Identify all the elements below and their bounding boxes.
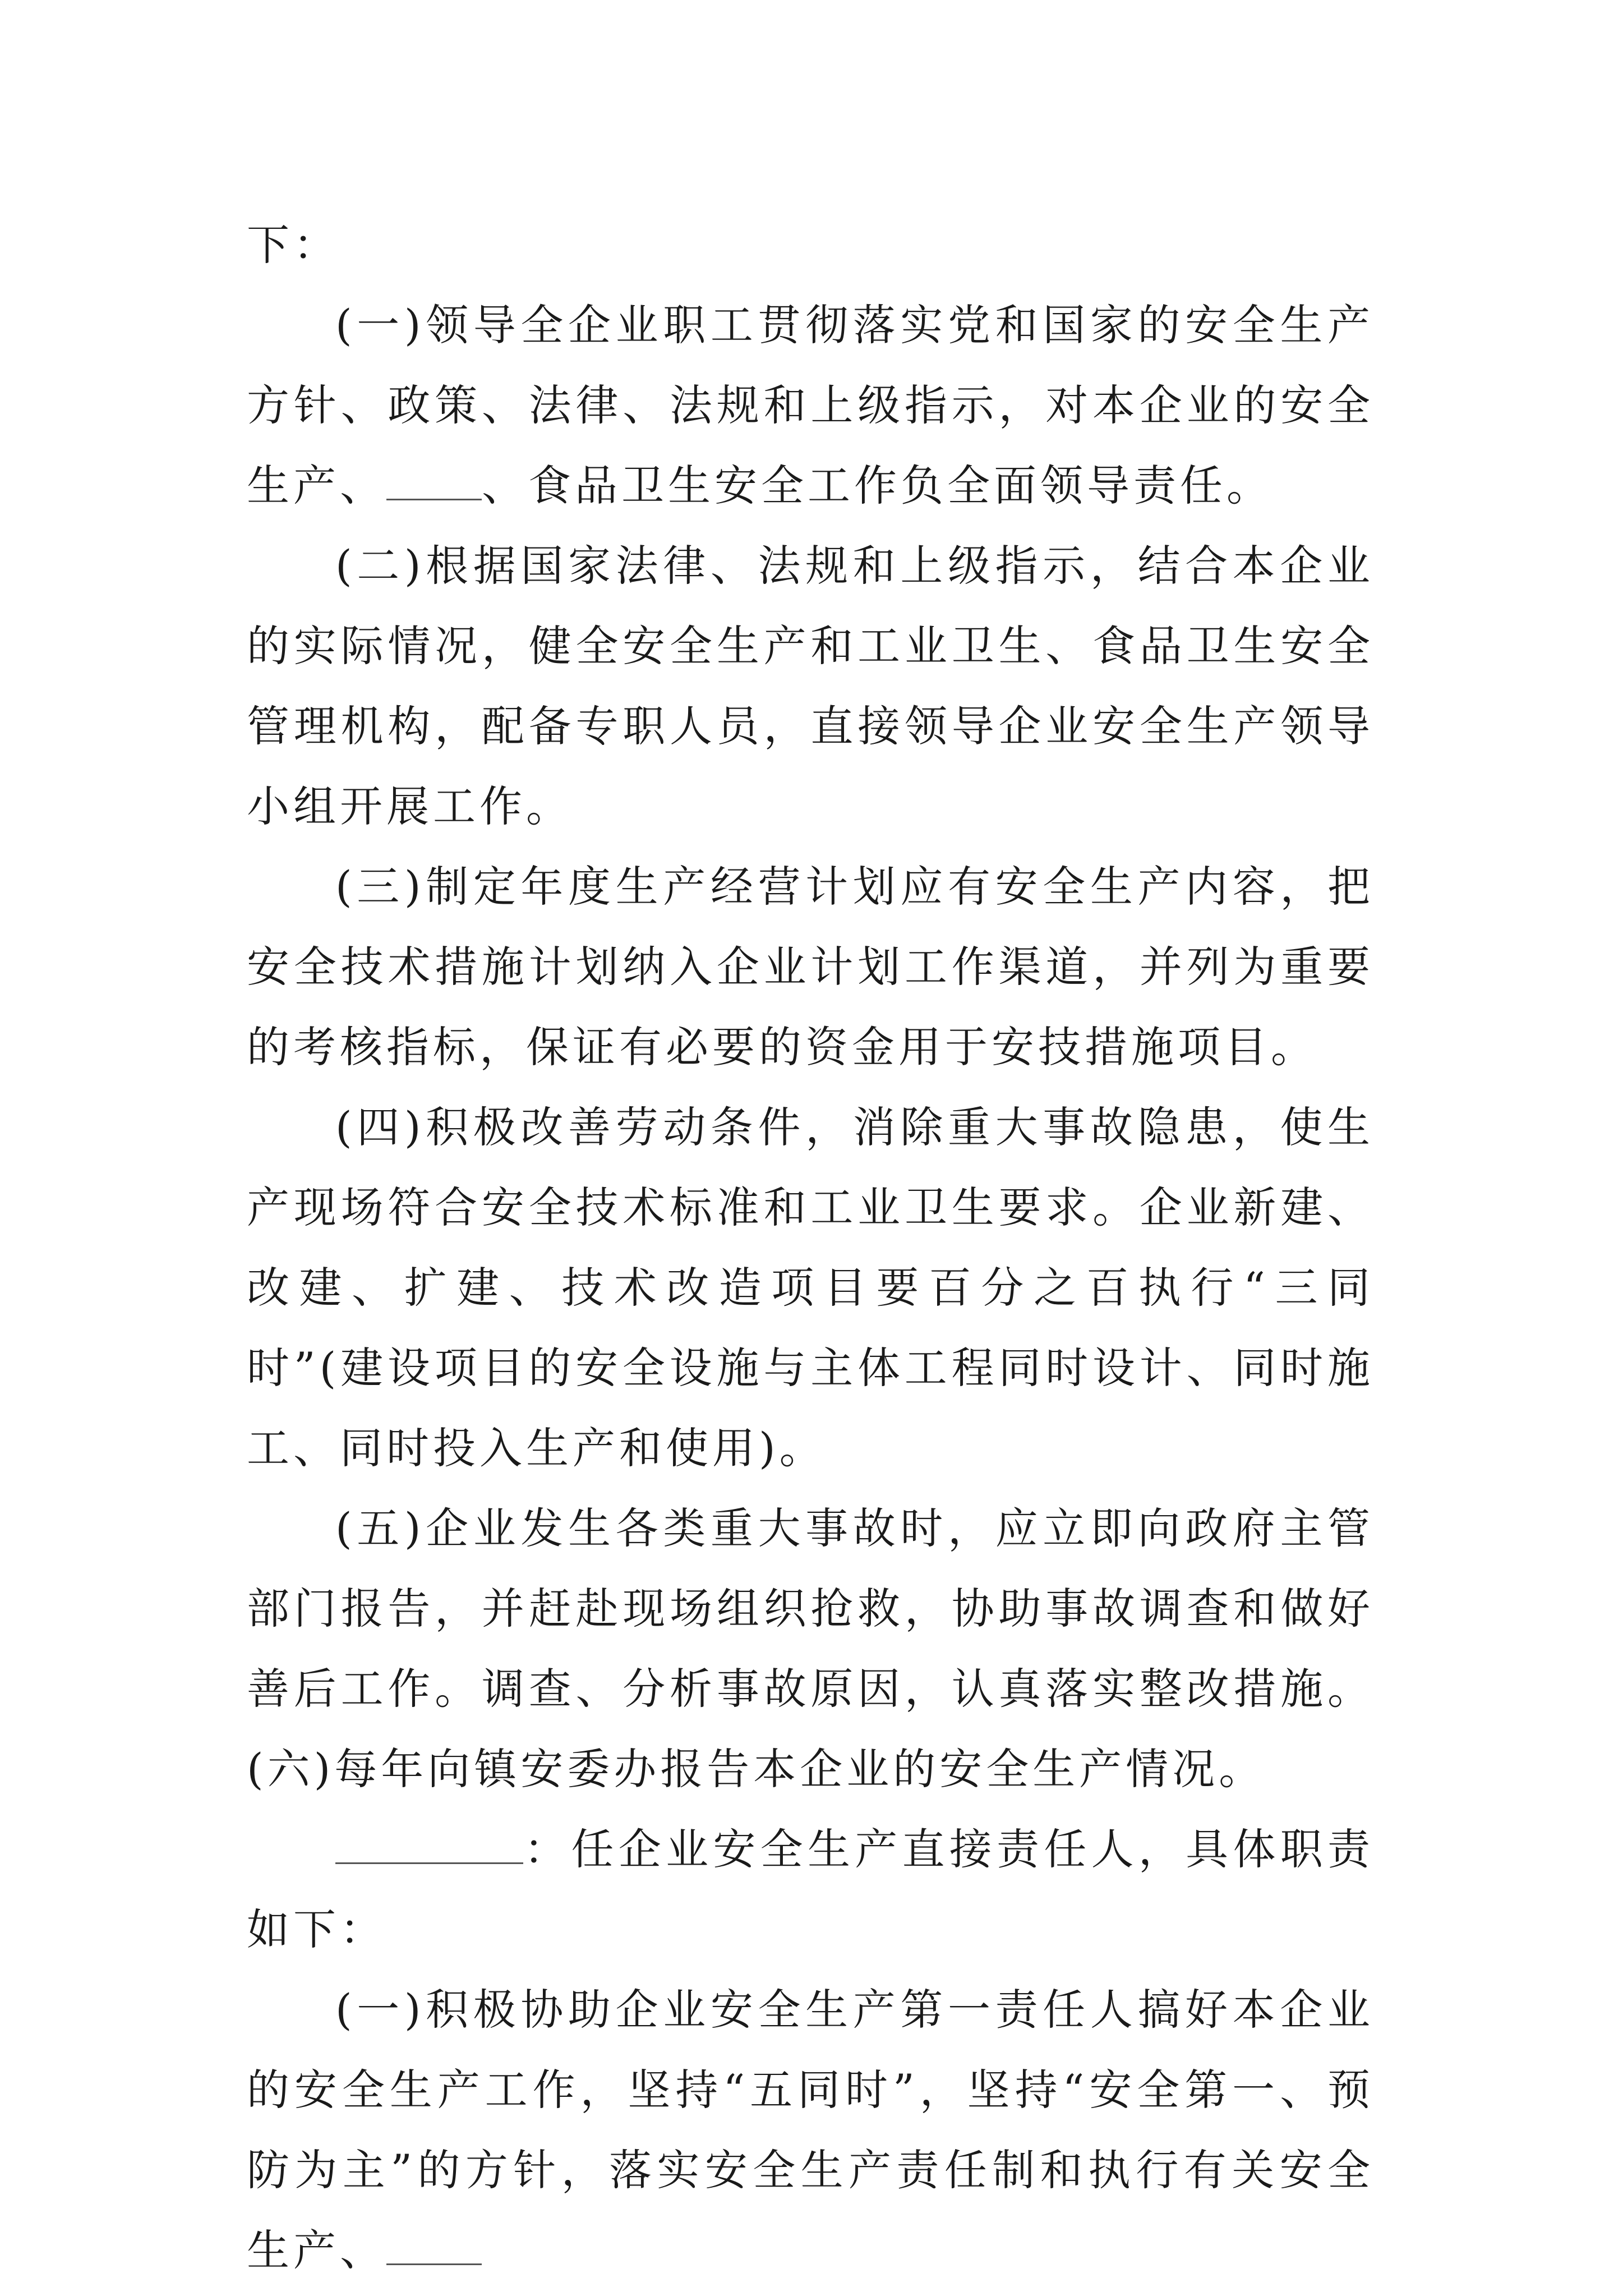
paragraph-text: (三)制定年度生产经营计划应有安全生产内容，把安全技术措施计划纳入企业计划工作渠道，并列为重要的考核指标，保证有必要的资金用于安技措施项目。 bbox=[247, 862, 1374, 1072]
paragraph-p0 bbox=[247, 205, 1374, 285]
paragraph-p2 bbox=[247, 526, 1374, 846]
paragraph-p1 bbox=[247, 285, 1374, 526]
paragraph-text: (一)积极协助企业安全生产第一责任人搞好本企业的安全生产工作，坚持“五同时”，坚持“安全第一、预防为主”的方针，落实安全生产责任制和执行有关安全生产、 bbox=[247, 1985, 1374, 2275]
paragraph-p7 bbox=[247, 1970, 1374, 2290]
paragraph-text: (一)领导全企业职工贯彻落实党和国家的安全生产方针、政策、法律、法规和上级指示，对本企业的安全生产、 bbox=[247, 300, 1374, 510]
fill-in-blank bbox=[386, 465, 482, 500]
paragraph-text: (五)企业发生各类重大事故时，应立即向政府主管部门报告，并赶赴现场组织抢救，协助事故调查和做好善后工作。调查、分析事故原因，认真落实整改措施。(六)每年向镇安委办报告本企业的安全生产情况。 bbox=[247, 1503, 1374, 1794]
paragraph-text: (四)积极改善劳动条件，消除重大事故隐患，使生产现场符合安全技术标准和工业卫生要求。企业新建、改建、扩建、技术改造项目要百分之百执行“三同时”(建设项目的安全设施与主体工程同时设计、同时施工、同时投入生产和使用)。 bbox=[247, 1102, 1374, 1473]
paragraph-p6 bbox=[247, 1809, 1374, 1970]
paragraph-text: ：任企业安全生产直接责任人，具体职责如下： bbox=[247, 1824, 1374, 1954]
paragraph-p3 bbox=[247, 846, 1374, 1087]
paragraph-text: 、食品卫生安全工作负全面领导责任。 bbox=[482, 461, 1273, 510]
paragraph-text: (二)根据国家法律、法规和上级指示，结合本企业的实际情况，健全安全生产和工业卫生、食品卫生安全管理机构，配备专职人员，直接领导企业安全生产领导小组开展工作。 bbox=[247, 541, 1374, 831]
paragraph-p4 bbox=[247, 1087, 1374, 1488]
fill-in-blank bbox=[335, 1829, 523, 1864]
document-body bbox=[247, 205, 1374, 2290]
paragraph-p5 bbox=[247, 1488, 1374, 1809]
fill-in-blank bbox=[386, 2230, 482, 2265]
paragraph-text: 下： bbox=[247, 220, 340, 270]
